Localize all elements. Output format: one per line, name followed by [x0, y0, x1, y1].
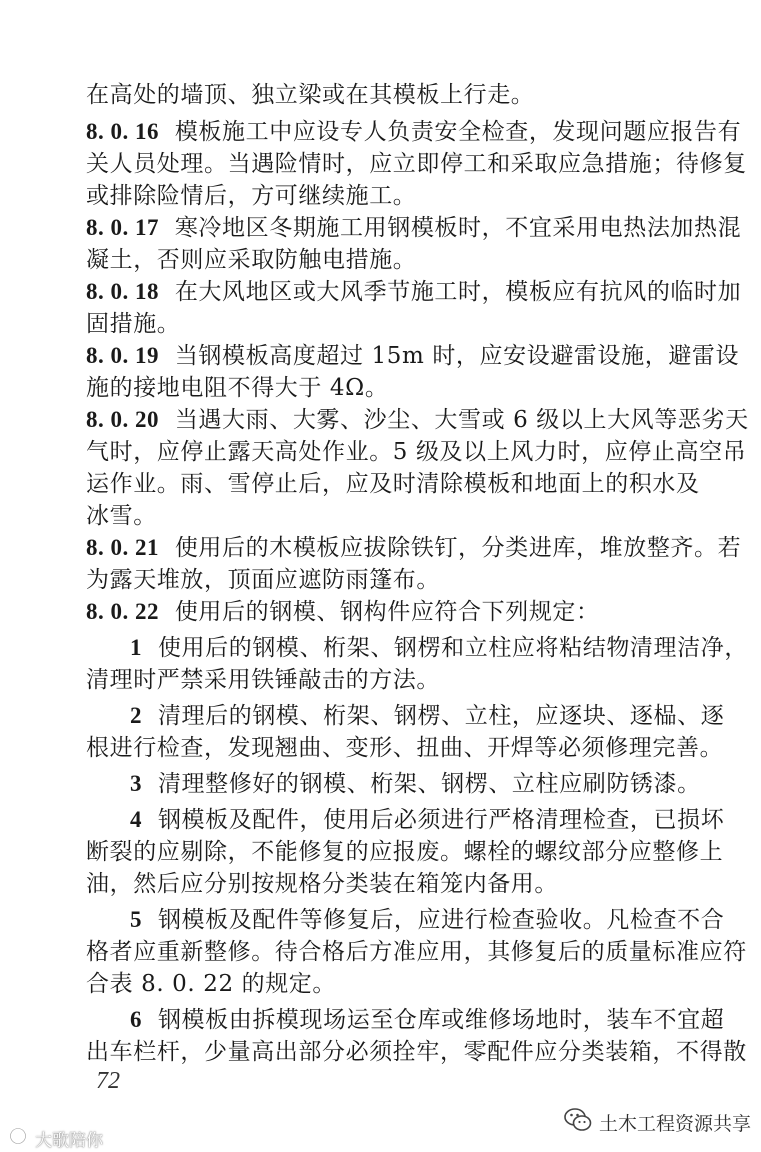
wechat-icon [563, 1106, 593, 1139]
clause-8-0-19: 8. 0. 19 当钢模板高度超过 15m 时，应安设避雷设施，避雷设 [86, 343, 740, 369]
text-line: 关人员处理。当遇险情时，应立即停工和采取应急措施；待修复 [86, 151, 747, 177]
sub-item-number: 6 [130, 1007, 143, 1032]
sub-item-2: 2 清理后的钢模、桁架、钢楞、立柱，应逐块、逐榀、逐 [130, 703, 725, 729]
sub-item-number: 1 [130, 635, 143, 660]
text-line: 冰雪。 [86, 503, 157, 529]
watermark-account-name: 土木工程资源共享 [599, 1112, 752, 1135]
sub-item-4: 4 钢模板及配件，使用后必须进行严格清理检查，已损坏 [130, 807, 725, 833]
watermark-source-text: 大歌陪你 [35, 1130, 103, 1151]
text-line: 为露天堆放，顶面应遮防雨篷布。 [86, 567, 440, 593]
clause-number: 8. 0. 16 [86, 119, 159, 144]
sub-item-1: 1 使用后的钢模、桁架、钢楞和立柱应将粘结物清理洁净， [130, 635, 748, 661]
sub-item-number: 4 [130, 807, 143, 832]
sub-item-number: 5 [130, 907, 143, 932]
clause-8-0-22: 8. 0. 22 使用后的钢模、钢构件应符合下列规定： [86, 599, 600, 625]
clause-number: 8. 0. 22 [86, 599, 159, 624]
clause-8-0-21: 8. 0. 21 使用后的木模板应拔除铁钉，分类进库，堆放整齐。若 [86, 535, 742, 561]
clause-number: 8. 0. 18 [86, 279, 159, 304]
text-line: 根进行检查，发现翘曲、变形、扭曲、开焊等必须修理完善。 [86, 735, 724, 761]
watermark-logo-icon [8, 1126, 32, 1151]
sub-item-number: 2 [130, 703, 143, 728]
text-line: 清理时严禁采用铁锤敲击的方法。 [86, 667, 440, 693]
text-line: 格者应重新整修。待合格后方准应用，其修复后的质量标准应符 [86, 939, 747, 965]
watermark-source [8, 1126, 103, 1150]
watermark-account [563, 1105, 751, 1139]
clause-number: 8. 0. 20 [86, 407, 159, 432]
clause-8-0-18: 8. 0. 18 在大风地区或大风季节施工时，模板应有抗风的临时加 [86, 279, 742, 305]
clause-number: 8. 0. 17 [86, 215, 159, 240]
text-line: 或排除险情后，方可继续施工。 [86, 183, 417, 209]
clause-8-0-16: 8. 0. 16 模板施工中应设专人负责安全检查，发现问题应报告有 [86, 119, 742, 145]
clause-8-0-20: 8. 0. 20 当遇大雨、大雾、沙尘、大雪或 6 级以上大风等恶劣天 [86, 407, 749, 433]
sub-item-3: 3 清理整修好的钢模、桁架、钢楞、立柱应刷防锈漆。 [130, 771, 701, 797]
clause-number: 8. 0. 19 [86, 343, 159, 368]
text-line: 施的接地电阻不得大于 4Ω。 [86, 375, 389, 401]
page-number: 72 [96, 1068, 120, 1094]
text-line: 固措施。 [86, 311, 181, 337]
text-line: 运作业。雨、雪停止后，应及时清除模板和地面上的积水及 [86, 471, 700, 497]
text-line: 在高处的墙顶、独立梁或在其模板上行走。 [86, 82, 535, 108]
text-line: 断裂的应剔除，不能修复的应报废。螺栓的螺纹部分应整修上 [86, 839, 724, 865]
sub-item-6: 6 钢模板由拆模现场运至仓库或维修场地时，装车不宜超 [130, 1007, 725, 1033]
sub-item-number: 3 [130, 771, 143, 796]
text-line: 出车栏杆，少量高出部分必须拴牢，零配件应分类装箱，不得散 [86, 1039, 747, 1065]
text-line: 气时，应停止露天高处作业。5 级及以上风力时，应停止高空吊 [86, 439, 747, 465]
text-line: 油，然后应分别按规格分类装在箱笼内备用。 [86, 871, 558, 897]
text-line: 凝土，否则应采取防触电措施。 [86, 247, 417, 273]
clause-number: 8. 0. 21 [86, 535, 159, 560]
text-line: 合表 8. 0. 22 的规定。 [86, 971, 336, 997]
clause-8-0-17: 8. 0. 17 寒冷地区冬期施工用钢模板时，不宜采用电热法加热混 [86, 215, 742, 241]
sub-item-5: 5 钢模板及配件等修复后，应进行检查验收。凡检查不合 [130, 907, 725, 933]
